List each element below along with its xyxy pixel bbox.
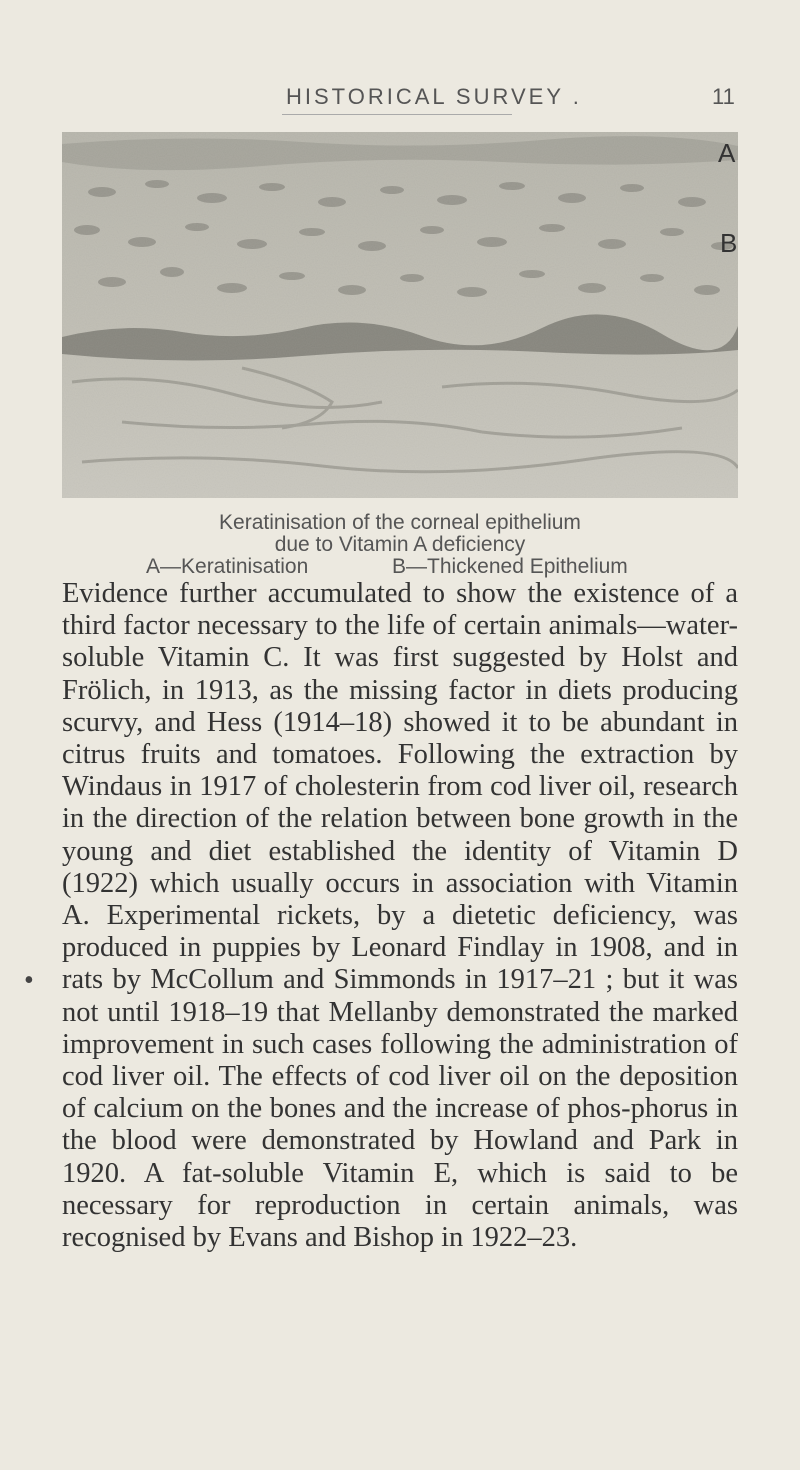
caption-legend (0, 556, 800, 580)
micrograph-image (62, 132, 738, 498)
header-rule (282, 114, 512, 115)
body-paragraph: Evidence further accumulated to show the existence of a third factor necessary to the life of certain animals—water-soluble Vitamin C. It was first suggested by Holst and Frölich, in 1913, as the missing factor in diets producing scurvy, and Hess (1914–18) showed it to be abundant in citrus fruits and tomatoes. Following the extraction by Windaus in 1917 of cholesterin from cod liver oil, research in the direction of the relation between bone growth in the young and diet established the identity of Vitamin D (1922) which usually occurs in association with Vitamin A. Experimental rickets, by a dietetic deficiency, was produced in puppies by Leonard Findlay in 1908, and in rats by McCollum and Simmonds in 1917–21 ; but it was not until 1918–19 that Mellanby demonstrated the marked improvement in such cases following the administration of cod liver oil. The effects of cod liver oil on the deposition of calcium on the bones and the increase of phos-phorus in the blood were demonstrated by Howland and Park in 1920. A fat-soluble Vitamin E, which is said to be necessary for reproduction in certain animals, was recognised by Evans and Bishop in 1922–23. (62, 578, 738, 1254)
caption-line-2: due to Vitamin A deficiency (274, 533, 526, 556)
running-title: HISTORICAL SURVEY . (286, 84, 582, 109)
caption-label-a: A—Keratinisation (146, 555, 309, 578)
running-head (0, 84, 800, 114)
margin-mark: • (24, 965, 34, 996)
figure-caption (0, 512, 800, 580)
caption-line-1: Keratinisation of the corneal epithelium (219, 511, 581, 534)
figure-label-b: B (720, 228, 738, 258)
running-title-separator: . (572, 84, 582, 109)
caption-label-b: B—Thickened Epithelium (392, 555, 628, 578)
figure-label-a: A (718, 138, 736, 168)
micrograph-figure (62, 132, 738, 498)
page-number: 11 (712, 84, 735, 109)
